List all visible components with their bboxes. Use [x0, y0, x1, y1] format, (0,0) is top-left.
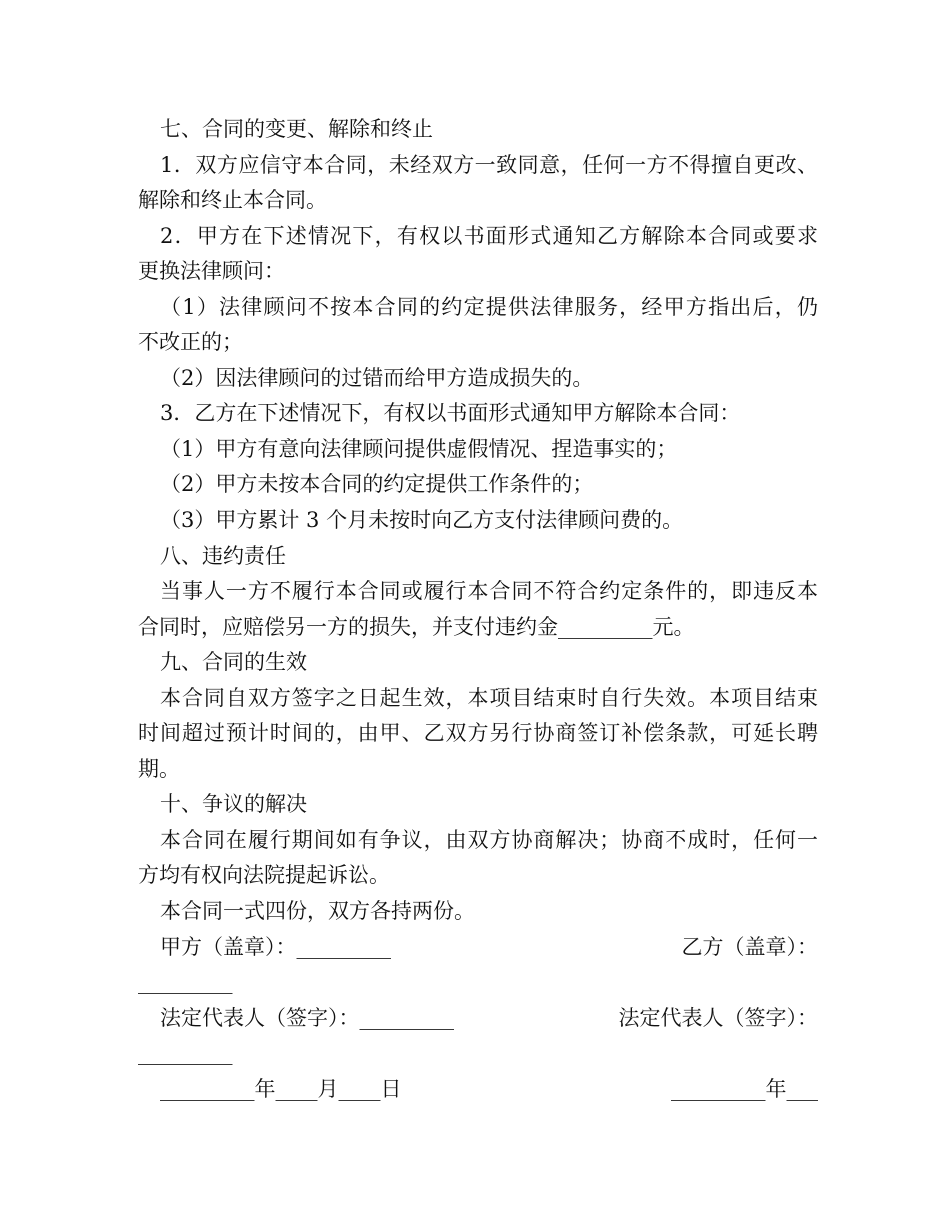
text-line: 九、合同的生效 — [160, 650, 307, 675]
clause-3-item-2 — [138, 467, 818, 503]
party-b-representative-blank: _________ — [138, 1041, 233, 1066]
signature-block — [138, 930, 818, 1108]
text-line: 更换法律顾问： — [138, 259, 285, 284]
clause-2-item-1 — [138, 290, 818, 361]
clause-2-item-2 — [138, 361, 818, 397]
text-line: 时间超过预计时间的，由甲、乙双方另行协商签订补偿条款，可延长聘 — [138, 721, 818, 746]
section-heading-breach — [138, 539, 818, 575]
party-a-date-field: _________年____月____日 — [160, 1076, 402, 1101]
text-line: （3）甲方累计 3 个月未按时向乙方支付法律顾问费的。 — [160, 508, 684, 533]
text-line: 当事人一方不履行本合同或履行本合同不符合约定条件的，即违反本 — [160, 579, 818, 604]
clause-3-item-3 — [138, 503, 818, 539]
clause-2-party-a-termination-rights — [138, 219, 818, 290]
contract-page — [138, 112, 818, 1107]
text-line: 合同时，应赔偿另一方的损失，并支付违约金_________元。 — [138, 614, 695, 639]
copies-paragraph — [138, 894, 818, 930]
party-a-representative-field: 法定代表人（签字）：_________ — [160, 1005, 454, 1030]
clause-3-party-b-termination-rights — [138, 396, 818, 432]
dispute-resolution-paragraph — [138, 823, 818, 894]
text-line: （2）因法律顾问的过错而给甲方造成损失的。 — [160, 365, 594, 390]
clause-1-mutual-agreement — [138, 148, 818, 219]
text-line: 解除和终止本合同。 — [138, 188, 327, 213]
text-line: 七、合同的变更、解除和终止 — [160, 117, 433, 141]
text-line: （1）甲方有意向法律顾问提供虚假情况、捏造事实的； — [160, 436, 678, 461]
section-heading-effectiveness — [138, 645, 818, 681]
breach-liability-paragraph — [138, 574, 818, 645]
party-a-seal-field: 甲方（盖章）：_________ — [160, 934, 391, 959]
party-b-seal-label: 乙方（盖章）： — [681, 934, 818, 959]
party-b-seal-blank: _________ — [138, 970, 233, 995]
party-b-date-field: _________年___ — [671, 1076, 818, 1101]
signature-row-seal — [138, 930, 818, 966]
text-line: 不改正的； — [138, 330, 243, 355]
party-b-representative-label: 法定代表人（签字）： — [618, 1005, 818, 1030]
text-line: 期。 — [138, 756, 180, 781]
text-line: 十、争议的解决 — [160, 792, 307, 817]
text-line: 方均有权向法院提起诉讼。 — [138, 863, 390, 888]
text-line: 本合同一式四份，双方各持两份。 — [160, 899, 475, 924]
text-line: 八、违约责任 — [160, 543, 286, 568]
text-line: 本合同自双方签字之日起生效，本项目结束时自行失效。本项目结束 — [160, 685, 818, 710]
effectiveness-paragraph — [138, 681, 818, 788]
section-heading-contract-change — [138, 112, 818, 148]
text-line: （1）法律顾问不按本合同的约定提供法律服务，经甲方指出后，仍 — [160, 294, 818, 319]
signature-row-representative — [138, 1001, 818, 1037]
signature-row-date — [138, 1072, 818, 1108]
text-line: 2．甲方在下述情况下，有权以书面形式通知乙方解除本合同或要求 — [160, 223, 818, 248]
section-heading-dispute — [138, 787, 818, 823]
text-line: （2）甲方未按本合同的约定提供工作条件的； — [160, 472, 594, 497]
text-line: 本合同在履行期间如有争议，由双方协商解决；协商不成时，任何一 — [160, 827, 818, 852]
clause-3-item-1 — [138, 432, 818, 468]
text-line: 3．乙方在下述情况下，有权以书面形式通知甲方解除本合同： — [160, 401, 741, 426]
text-line: 1．双方应信守本合同，未经双方一致同意，任何一方不得擅自更改、 — [160, 152, 818, 177]
